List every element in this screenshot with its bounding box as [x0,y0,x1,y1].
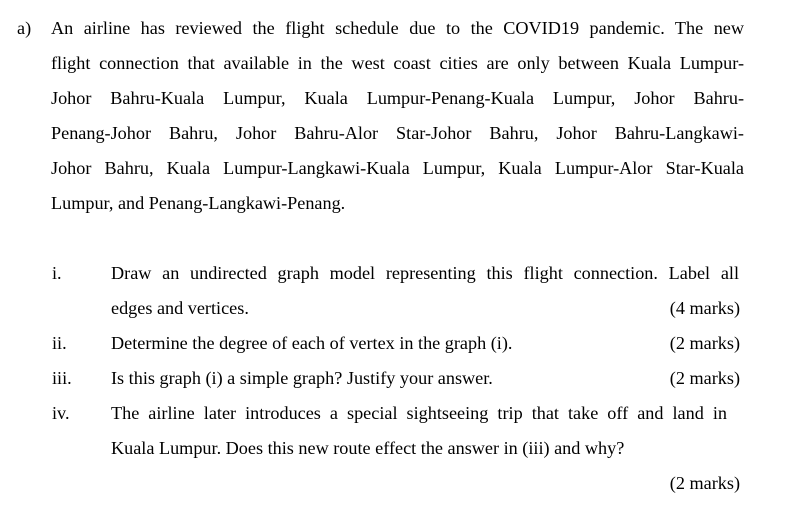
part-iii-numeral: iii. [52,368,72,388]
part-ii-line-1: Determine the degree of each of vertex in the graph (i). [111,333,513,353]
part-ii-marks: (2 marks) [669,333,740,353]
question-line-5: Johor Bahru, Kuala Lumpur-Langkawi-Kuala Lumpur, Kuala Lumpur-Alor Star-Kuala [51,158,744,178]
part-iii-marks: (2 marks) [669,368,740,388]
part-i-line-1: Draw an undirected graph model representing this flight connection. Label all [111,263,739,283]
part-iv-line-1: The airline later introduces a special sightseeing trip that take off and land in [111,403,727,423]
question-line-1: An airline has reviewed the flight schedule due to the COVID19 pandemic. The new [51,18,744,38]
part-i-numeral: i. [52,263,62,283]
part-ii-numeral: ii. [52,333,67,353]
part-iv-numeral: iv. [52,403,70,423]
part-iv-marks: (2 marks) [669,473,740,493]
part-iv-line-2: Kuala Lumpur. Does this new route effect the answer in (iii) and why? [111,438,625,458]
question-line-6: Lumpur, and Penang-Langkawi-Penang. [51,193,346,213]
part-iii-line-1: Is this graph (i) a simple graph? Justify your answer. [111,368,493,388]
question-line-2: flight connection that available in the west coast cities are only between Kuala Lumpur- [51,53,744,73]
part-i-line-2: edges and vertices. [111,298,249,318]
question-label: a) [17,18,32,38]
question-line-3: Johor Bahru-Kuala Lumpur, Kuala Lumpur-Penang-Kuala Lumpur, Johor Bahru- [51,88,744,108]
question-line-4: Penang-Johor Bahru, Johor Bahru-Alor Star-Johor Bahru, Johor Bahru-Langkawi- [51,123,744,143]
part-i-marks: (4 marks) [669,298,740,318]
